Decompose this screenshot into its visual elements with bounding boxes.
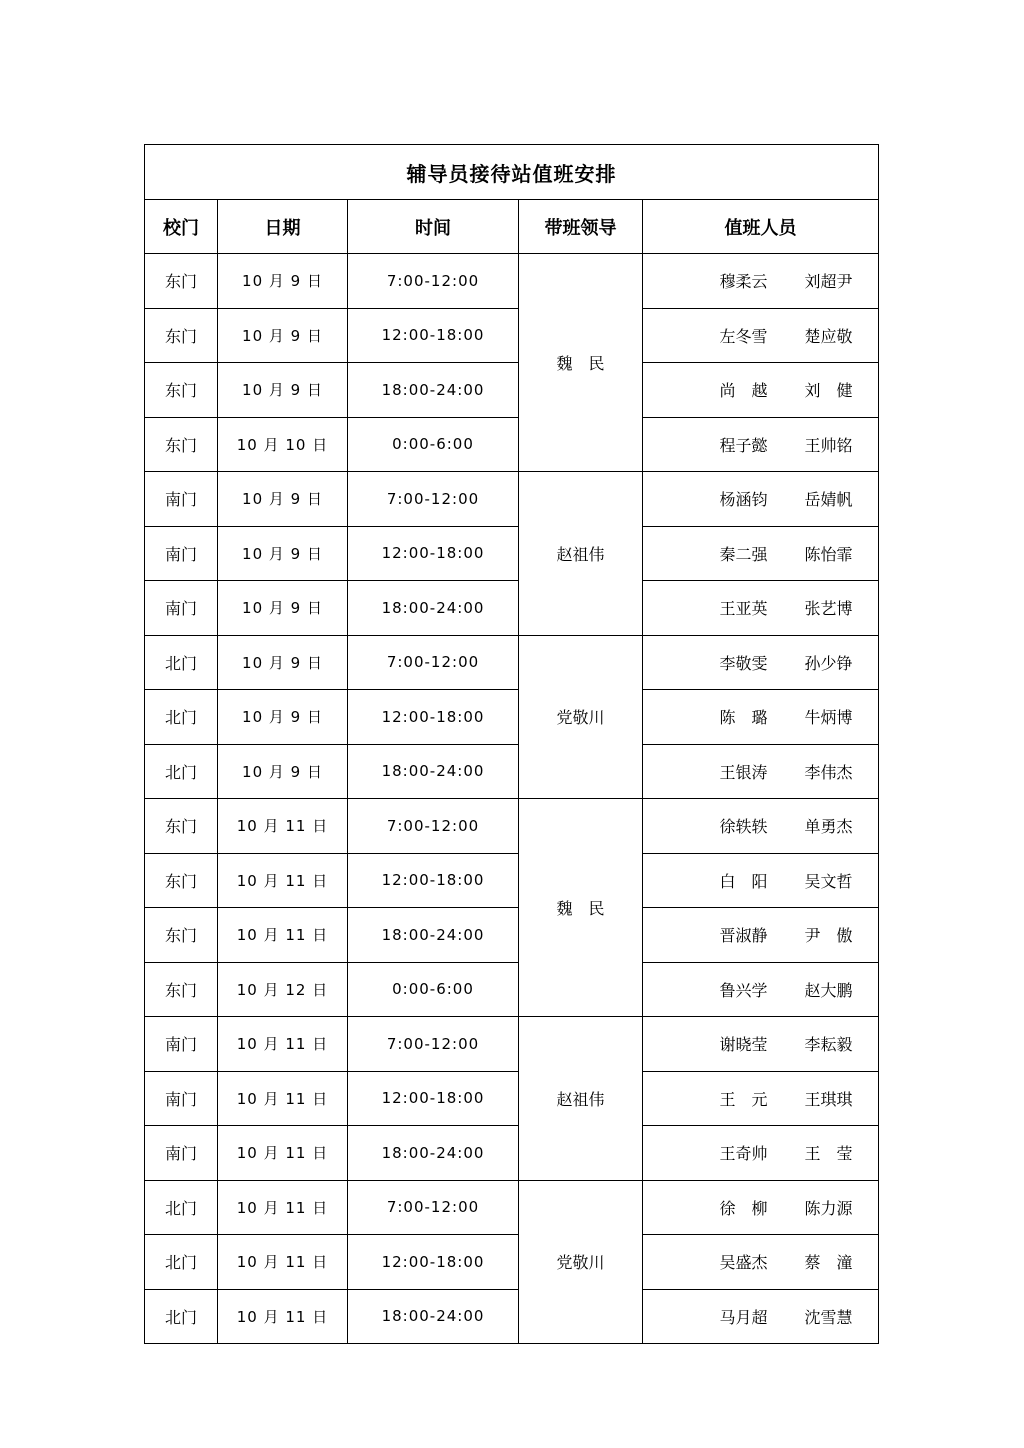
date-cell: 10 月 12 日 bbox=[218, 962, 348, 1017]
date-cell: 10 月 9 日 bbox=[218, 744, 348, 799]
staff-member-2: 刘超尹 bbox=[804, 272, 853, 292]
gate-cell: 南门 bbox=[145, 526, 218, 581]
gate-cell: 北门 bbox=[145, 1235, 218, 1290]
gate-cell: 东门 bbox=[145, 254, 218, 309]
staff-member-2: 孙少铮 bbox=[804, 653, 853, 673]
date-cell: 10 月 11 日 bbox=[218, 1071, 348, 1126]
staff-cell bbox=[643, 308, 879, 363]
header-date: 日期 bbox=[218, 200, 348, 254]
time-cell: 12:00-18:00 bbox=[348, 1235, 519, 1290]
staff-member-1: 陈 璐 bbox=[719, 708, 768, 728]
time-cell: 7:00-12:00 bbox=[348, 1180, 519, 1235]
staff-member-2: 吴文哲 bbox=[804, 871, 853, 891]
staff-member-1: 王银涛 bbox=[719, 762, 768, 782]
staff-member-2: 牛炳博 bbox=[804, 708, 853, 728]
time-cell: 0:00-6:00 bbox=[348, 417, 519, 472]
date-cell: 10 月 11 日 bbox=[218, 1126, 348, 1181]
staff-member-1: 徐 柳 bbox=[719, 1198, 768, 1218]
date-cell: 10 月 11 日 bbox=[218, 1235, 348, 1290]
staff-member-1: 马月超 bbox=[719, 1307, 768, 1327]
date-cell: 10 月 11 日 bbox=[218, 1289, 348, 1344]
duty-schedule-table bbox=[144, 144, 879, 1344]
time-cell: 18:00-24:00 bbox=[348, 581, 519, 636]
staff-cell bbox=[643, 1235, 879, 1290]
gate-cell: 东门 bbox=[145, 962, 218, 1017]
staff-member-1: 谢晓莹 bbox=[719, 1035, 768, 1055]
time-cell: 7:00-12:00 bbox=[348, 472, 519, 527]
staff-cell bbox=[643, 690, 879, 745]
table-row bbox=[145, 908, 879, 963]
table-row bbox=[145, 635, 879, 690]
staff-cell bbox=[643, 417, 879, 472]
staff-member-2: 李耘毅 bbox=[804, 1035, 853, 1055]
staff-cell bbox=[643, 581, 879, 636]
gate-cell: 北门 bbox=[145, 690, 218, 745]
staff-cell bbox=[643, 1180, 879, 1235]
staff-member-1: 鲁兴学 bbox=[719, 980, 768, 1000]
staff-member-1: 秦二强 bbox=[719, 544, 768, 564]
header-leader: 带班领导 bbox=[519, 200, 643, 254]
staff-member-1: 穆柔云 bbox=[719, 272, 768, 292]
table-row bbox=[145, 581, 879, 636]
title-row bbox=[145, 145, 879, 200]
staff-member-2: 张艺博 bbox=[804, 599, 853, 619]
staff-cell bbox=[643, 635, 879, 690]
header-gate: 校门 bbox=[145, 200, 218, 254]
time-cell: 7:00-12:00 bbox=[348, 799, 519, 854]
header-staff: 值班人员 bbox=[643, 200, 879, 254]
table-row bbox=[145, 308, 879, 363]
gate-cell: 东门 bbox=[145, 308, 218, 363]
leader-cell: 魏 民 bbox=[519, 799, 643, 1017]
table-row bbox=[145, 417, 879, 472]
staff-cell bbox=[643, 1017, 879, 1072]
staff-member-2: 赵大鹏 bbox=[804, 980, 853, 1000]
time-cell: 12:00-18:00 bbox=[348, 526, 519, 581]
table-row bbox=[145, 1180, 879, 1235]
table-row bbox=[145, 1126, 879, 1181]
time-cell: 18:00-24:00 bbox=[348, 744, 519, 799]
time-cell: 18:00-24:00 bbox=[348, 908, 519, 963]
staff-cell bbox=[643, 254, 879, 309]
date-cell: 10 月 9 日 bbox=[218, 690, 348, 745]
time-cell: 0:00-6:00 bbox=[348, 962, 519, 1017]
staff-member-2: 王 莹 bbox=[804, 1144, 853, 1164]
table-row bbox=[145, 1235, 879, 1290]
staff-member-2: 岳婧帆 bbox=[804, 490, 853, 510]
staff-cell bbox=[643, 853, 879, 908]
gate-cell: 南门 bbox=[145, 1071, 218, 1126]
date-cell: 10 月 9 日 bbox=[218, 254, 348, 309]
time-cell: 12:00-18:00 bbox=[348, 308, 519, 363]
gate-cell: 东门 bbox=[145, 908, 218, 963]
table-row bbox=[145, 962, 879, 1017]
staff-member-1: 尚 越 bbox=[719, 381, 768, 401]
date-cell: 10 月 9 日 bbox=[218, 635, 348, 690]
staff-cell bbox=[643, 1126, 879, 1181]
staff-member-1: 吴盛杰 bbox=[719, 1253, 768, 1273]
header-time: 时间 bbox=[348, 200, 519, 254]
table-row bbox=[145, 363, 879, 418]
table-row bbox=[145, 744, 879, 799]
staff-member-1: 左冬雪 bbox=[719, 326, 768, 346]
date-cell: 10 月 11 日 bbox=[218, 799, 348, 854]
time-cell: 18:00-24:00 bbox=[348, 1289, 519, 1344]
staff-member-2: 蔡 潼 bbox=[804, 1253, 853, 1273]
staff-member-2: 沈雪慧 bbox=[804, 1307, 853, 1327]
leader-cell: 党敬川 bbox=[519, 1180, 643, 1344]
time-cell: 18:00-24:00 bbox=[348, 1126, 519, 1181]
staff-member-2: 尹 傲 bbox=[804, 926, 853, 946]
date-cell: 10 月 9 日 bbox=[218, 526, 348, 581]
table-row bbox=[145, 690, 879, 745]
date-cell: 10 月 9 日 bbox=[218, 581, 348, 636]
table-title: 辅导员接待站值班安排 bbox=[145, 145, 879, 200]
staff-cell bbox=[643, 1071, 879, 1126]
table-row bbox=[145, 799, 879, 854]
table-row bbox=[145, 1289, 879, 1344]
table-row bbox=[145, 853, 879, 908]
date-cell: 10 月 11 日 bbox=[218, 853, 348, 908]
staff-member-2: 陈怡霏 bbox=[804, 544, 853, 564]
header-row bbox=[145, 200, 879, 254]
date-cell: 10 月 9 日 bbox=[218, 363, 348, 418]
leader-cell: 赵祖伟 bbox=[519, 1017, 643, 1181]
gate-cell: 北门 bbox=[145, 744, 218, 799]
date-cell: 10 月 10 日 bbox=[218, 417, 348, 472]
staff-cell bbox=[643, 962, 879, 1017]
date-cell: 10 月 11 日 bbox=[218, 1180, 348, 1235]
gate-cell: 东门 bbox=[145, 417, 218, 472]
staff-cell bbox=[643, 363, 879, 418]
date-cell: 10 月 11 日 bbox=[218, 908, 348, 963]
staff-member-2: 楚应敬 bbox=[804, 326, 853, 346]
gate-cell: 东门 bbox=[145, 363, 218, 418]
staff-member-2: 陈力源 bbox=[804, 1198, 853, 1218]
date-cell: 10 月 9 日 bbox=[218, 308, 348, 363]
time-cell: 7:00-12:00 bbox=[348, 635, 519, 690]
table-row bbox=[145, 254, 879, 309]
staff-cell bbox=[643, 472, 879, 527]
gate-cell: 南门 bbox=[145, 581, 218, 636]
staff-cell bbox=[643, 744, 879, 799]
staff-member-1: 王奇帅 bbox=[719, 1144, 768, 1164]
time-cell: 18:00-24:00 bbox=[348, 363, 519, 418]
staff-member-2: 单勇杰 bbox=[804, 817, 853, 837]
table-row bbox=[145, 526, 879, 581]
table-row bbox=[145, 1071, 879, 1126]
time-cell: 12:00-18:00 bbox=[348, 1071, 519, 1126]
staff-member-2: 王帅铭 bbox=[804, 435, 853, 455]
staff-member-1: 徐轶轶 bbox=[719, 817, 768, 837]
staff-member-1: 王 元 bbox=[719, 1089, 768, 1109]
table-row bbox=[145, 472, 879, 527]
gate-cell: 东门 bbox=[145, 853, 218, 908]
date-cell: 10 月 11 日 bbox=[218, 1017, 348, 1072]
staff-member-1: 杨涵钧 bbox=[719, 490, 768, 510]
gate-cell: 南门 bbox=[145, 1126, 218, 1181]
staff-cell bbox=[643, 908, 879, 963]
table-row bbox=[145, 1017, 879, 1072]
staff-cell bbox=[643, 799, 879, 854]
staff-member-1: 白 阳 bbox=[719, 871, 768, 891]
staff-member-1: 王亚英 bbox=[719, 599, 768, 619]
staff-member-2: 李伟杰 bbox=[804, 762, 853, 782]
gate-cell: 北门 bbox=[145, 635, 218, 690]
gate-cell: 东门 bbox=[145, 799, 218, 854]
time-cell: 12:00-18:00 bbox=[348, 690, 519, 745]
staff-member-2: 刘 健 bbox=[804, 381, 853, 401]
gate-cell: 南门 bbox=[145, 1017, 218, 1072]
time-cell: 7:00-12:00 bbox=[348, 254, 519, 309]
staff-member-2: 王琪琪 bbox=[804, 1089, 853, 1109]
time-cell: 12:00-18:00 bbox=[348, 853, 519, 908]
leader-cell: 党敬川 bbox=[519, 635, 643, 799]
staff-member-1: 晋淑静 bbox=[719, 926, 768, 946]
leader-cell: 魏 民 bbox=[519, 254, 643, 472]
time-cell: 7:00-12:00 bbox=[348, 1017, 519, 1072]
staff-member-1: 程子懿 bbox=[719, 435, 768, 455]
date-cell: 10 月 9 日 bbox=[218, 472, 348, 527]
staff-member-1: 李敬雯 bbox=[719, 653, 768, 673]
staff-cell bbox=[643, 526, 879, 581]
gate-cell: 北门 bbox=[145, 1289, 218, 1344]
gate-cell: 南门 bbox=[145, 472, 218, 527]
leader-cell: 赵祖伟 bbox=[519, 472, 643, 636]
gate-cell: 北门 bbox=[145, 1180, 218, 1235]
staff-cell bbox=[643, 1289, 879, 1344]
